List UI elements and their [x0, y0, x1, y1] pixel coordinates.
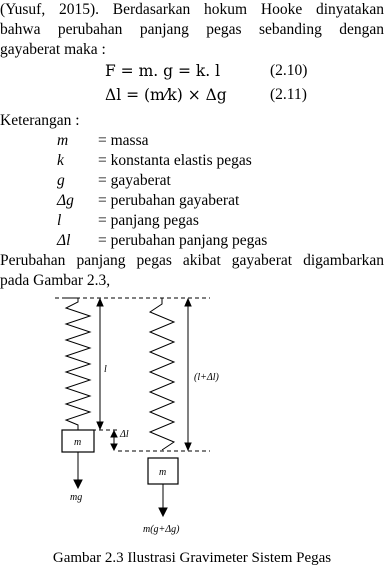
- legend-description: = perubahan gayaberat: [98, 192, 240, 209]
- dimension-dl-arrow-top: [111, 431, 117, 437]
- legend-description: = konstanta elastis pegas: [98, 152, 252, 169]
- legend-symbol: Δl: [57, 232, 71, 249]
- dimension-dl-arrow-bottom: [111, 444, 117, 450]
- legend-symbol: k: [57, 152, 64, 169]
- label-l: l: [104, 364, 107, 375]
- dimension-l-arrow-top: [97, 299, 103, 306]
- legend-row: [0, 211, 384, 231]
- intro-line-2: bahwa perubahan panjang pegas sebanding dengan: [0, 21, 384, 38]
- legend-row: [0, 151, 384, 171]
- legend-row: [0, 231, 384, 251]
- dimension-l-plus-dl-arrow-top: [185, 299, 191, 306]
- figure-intro-line-1: Perubahan panjang pegas akibat gayaberat digambarkan: [0, 252, 384, 269]
- dimension-l-plus-dl-arrow-bottom: [185, 443, 191, 450]
- legend-description: = panjang pegas: [98, 212, 199, 229]
- legend-description: = gayaberat: [98, 172, 171, 189]
- label-l-plus-dl: (l+Δl): [194, 372, 219, 383]
- figure-caption: Gambar 2.3 Ilustrasi Gravimeter Sistem Pegas: [52, 550, 332, 566]
- legend-symbol: Δg: [57, 192, 74, 209]
- left-force-arrowhead: [74, 480, 82, 488]
- right-mass-label: m: [159, 467, 167, 478]
- legend-description: = massa: [98, 132, 149, 149]
- equation-formula: F = m. g = k. l: [105, 62, 221, 80]
- figure-intro-line-2: pada Gambar 2.3,: [0, 272, 111, 289]
- left-spring: [66, 298, 90, 430]
- left-mass-label: m: [74, 437, 82, 448]
- legend-symbol: l: [57, 212, 62, 229]
- intro-line-1: (Yusuf, 2015). Berdasarkan hokum Hooke dinyatakan: [0, 1, 384, 18]
- intro-paragraph: [0, 0, 384, 60]
- equation-number: (2.11): [270, 86, 307, 103]
- legend-row: [0, 191, 384, 211]
- legend-description: = perubahan panjang pegas: [98, 232, 268, 249]
- right-spring: [150, 298, 174, 450]
- legend-row: [0, 171, 384, 191]
- legend-symbol: g: [57, 172, 65, 189]
- dimension-l-arrow-bottom: [97, 422, 103, 429]
- right-force-label: m(g+Δg): [143, 524, 180, 535]
- label-dl: Δl: [120, 429, 129, 440]
- legend-heading: Keterangan :: [0, 112, 80, 129]
- legend-row: [0, 131, 384, 151]
- equation-number: (2.10): [270, 62, 308, 79]
- equation-formula: Δl = (m⁄k) × Δg: [105, 86, 227, 104]
- right-force-arrowhead: [159, 508, 167, 516]
- left-force-label: mg: [70, 492, 83, 503]
- legend-symbol: m: [57, 132, 69, 149]
- intro-line-3: gayaberat maka :: [0, 41, 106, 58]
- spring-gravimeter-figure: [0, 262, 384, 544]
